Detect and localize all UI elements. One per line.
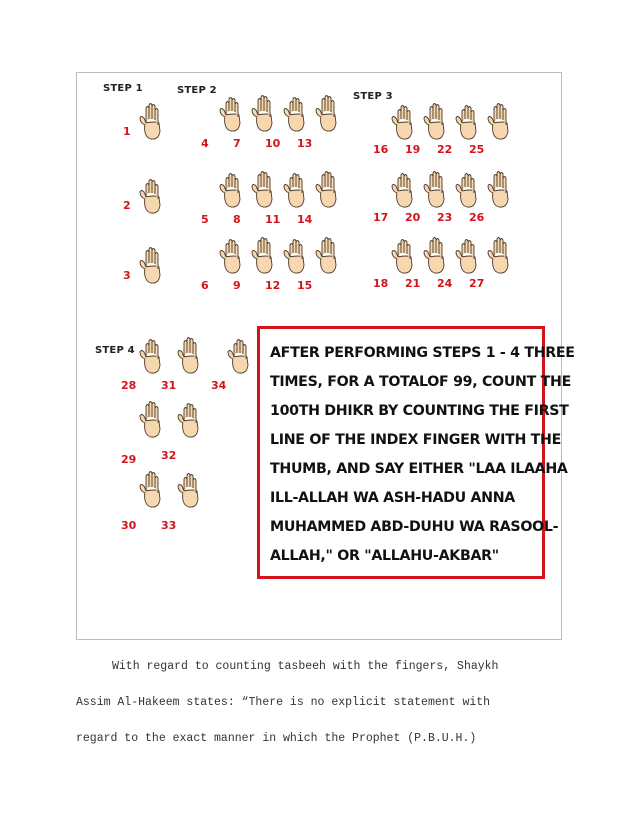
hand-icon <box>137 335 167 375</box>
hand-icon <box>453 235 483 275</box>
instruction-line: TIMES, FOR A TOTALOF 99, COUNT THE <box>270 374 571 390</box>
hand-icon <box>421 169 451 209</box>
hand-icon <box>137 101 167 141</box>
count-number: 5 <box>201 213 209 226</box>
count-number: 19 <box>405 143 421 156</box>
count-number: 34 <box>211 379 227 392</box>
count-number: 20 <box>405 211 421 224</box>
hand-icon <box>217 93 247 133</box>
count-number: 25 <box>469 143 485 156</box>
step-2-label: STEP 2 <box>177 85 217 96</box>
instruction-line: ALLAH," OR "ALLAHU-AKBAR" <box>270 548 499 564</box>
hand-icon <box>249 235 279 275</box>
count-number: 6 <box>201 279 209 292</box>
count-number: 11 <box>265 213 281 226</box>
hand-icon <box>225 335 255 375</box>
hand-icon <box>249 169 279 209</box>
count-number: 32 <box>161 449 177 462</box>
hand-icon <box>313 235 343 275</box>
count-number: 10 <box>265 137 281 150</box>
step-4-label: STEP 4 <box>95 345 135 356</box>
hand-icon <box>313 169 343 209</box>
hand-icon <box>137 469 167 509</box>
instruction-line: AFTER PERFORMING STEPS 1 - 4 THREE <box>270 345 575 361</box>
count-number: 9 <box>233 279 241 292</box>
count-number: 8 <box>233 213 241 226</box>
hand-icon <box>137 175 167 215</box>
hand-icon <box>175 399 205 439</box>
count-number: 16 <box>373 143 389 156</box>
hand-icon <box>249 93 279 133</box>
count-number: 26 <box>469 211 485 224</box>
count-number: 12 <box>265 279 281 292</box>
count-number: 17 <box>373 211 389 224</box>
hand-icon <box>137 399 167 439</box>
hand-icon <box>281 93 311 133</box>
count-number: 4 <box>201 137 209 150</box>
count-number: 14 <box>297 213 313 226</box>
count-number: 28 <box>121 379 137 392</box>
hand-icon <box>175 469 205 509</box>
hand-icon <box>175 335 205 375</box>
hand-icon <box>421 101 451 141</box>
count-number: 2 <box>123 199 131 212</box>
instruction-line: LINE OF THE INDEX FINGER WITH THE <box>270 432 562 448</box>
tasbeeh-figure <box>76 72 575 640</box>
count-number: 24 <box>437 277 453 290</box>
count-number: 22 <box>437 143 453 156</box>
hand-icon <box>281 169 311 209</box>
hand-icon <box>453 169 483 209</box>
count-number: 31 <box>161 379 177 392</box>
count-number: 18 <box>373 277 389 290</box>
count-number: 23 <box>437 211 453 224</box>
hand-icon <box>137 245 167 285</box>
count-number: 13 <box>297 137 313 150</box>
hand-icon <box>389 169 419 209</box>
count-number: 7 <box>233 137 241 150</box>
hand-icon <box>421 235 451 275</box>
count-number: 15 <box>297 279 313 292</box>
hand-icon <box>485 169 515 209</box>
paragraph-line-3: regard to the exact manner in which the Prophet (P.B.U.H.) <box>76 732 477 745</box>
count-number: 30 <box>121 519 137 532</box>
hand-icon <box>313 93 343 133</box>
instruction-line: 100TH DHIKR BY COUNTING THE FIRST <box>270 403 569 419</box>
hand-icon <box>217 169 247 209</box>
instruction-line: ILL-ALLAH WA ASH-HADU ANNA <box>270 490 515 506</box>
count-number: 1 <box>123 125 131 138</box>
hand-icon <box>281 235 311 275</box>
hand-icon <box>389 235 419 275</box>
count-number: 27 <box>469 277 485 290</box>
hand-icon <box>389 101 419 141</box>
hand-icon <box>485 101 515 141</box>
paragraph-line-1: With regard to counting tasbeeh with the fingers, Shaykh <box>112 660 499 673</box>
count-number: 21 <box>405 277 421 290</box>
instruction-line: THUMB, AND SAY EITHER "LAA ILAAHA <box>270 461 568 477</box>
count-number: 33 <box>161 519 177 532</box>
paragraph-line-2: Assim Al-Hakeem states: “There is no explicit statement with <box>76 696 491 709</box>
hand-icon <box>453 101 483 141</box>
instruction-line: MUHAMMED ABD-DUHU WA RASOOL- <box>270 519 559 535</box>
step-3-label: STEP 3 <box>353 91 393 102</box>
count-number: 29 <box>121 453 137 466</box>
step-1-label: STEP 1 <box>103 83 143 94</box>
count-number: 3 <box>123 269 131 282</box>
instruction-box <box>257 326 575 579</box>
hand-icon <box>217 235 247 275</box>
hand-icon <box>485 235 515 275</box>
